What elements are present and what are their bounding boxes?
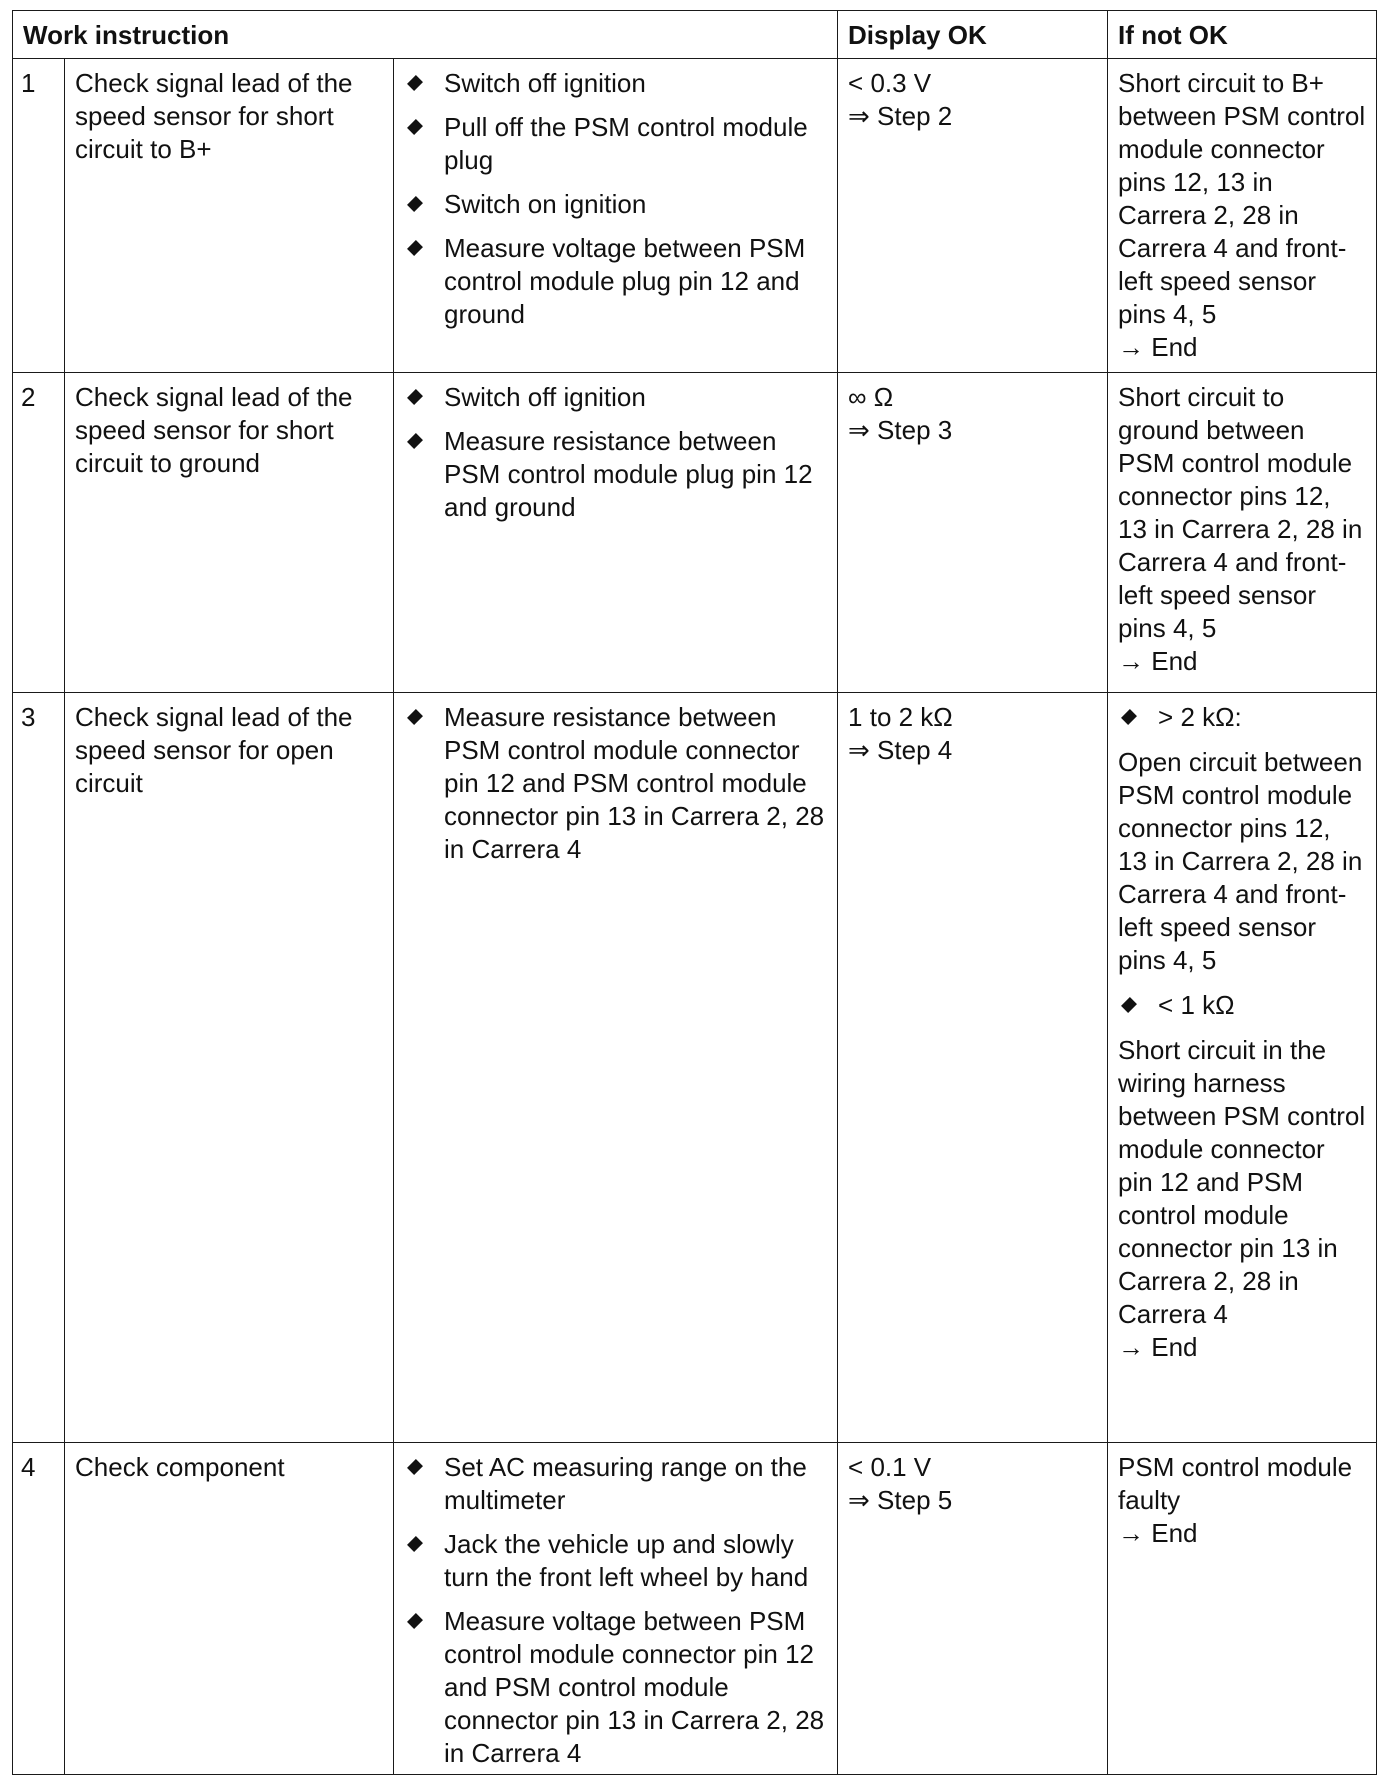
display-ok-value: ∞ Ω bbox=[848, 382, 894, 412]
end-marker: → End bbox=[1118, 1332, 1198, 1362]
fault-description: Short circuit to ground between PSM control module connector pins 12, 13 in Carrera 2, 28 in Carrera 4 and front-left speed sensor pins 4, 5 bbox=[1118, 382, 1363, 643]
header-work-instruction: Work instruction bbox=[13, 11, 838, 59]
header-row bbox=[13, 11, 1377, 59]
check-description: Check component bbox=[65, 1443, 394, 1775]
bullet-diamond-icon bbox=[407, 389, 423, 405]
action-list-cell bbox=[394, 693, 838, 1443]
action-list-cell bbox=[394, 373, 838, 693]
step-number: 2 bbox=[13, 373, 65, 693]
display-ok-cell bbox=[838, 1443, 1108, 1775]
action-text: Measure voltage between PSM control module plug pin 12 and ground bbox=[444, 233, 806, 329]
action-list bbox=[404, 67, 827, 331]
bullet-diamond-icon bbox=[1121, 709, 1137, 725]
fault-case-list bbox=[1118, 701, 1366, 734]
list-item bbox=[404, 701, 827, 866]
bullet-diamond-icon bbox=[407, 1459, 423, 1475]
action-text: Jack the vehicle up and slowly turn the front left wheel by hand bbox=[444, 1529, 809, 1592]
check-description: Check signal lead of the speed sensor for open circuit bbox=[65, 693, 394, 1443]
step-number: 1 bbox=[13, 59, 65, 373]
action-list-cell bbox=[394, 59, 838, 373]
table-row bbox=[13, 1443, 1377, 1775]
list-item bbox=[404, 381, 827, 414]
list-item bbox=[404, 232, 827, 331]
fault-description: PSM control module faulty bbox=[1118, 1452, 1353, 1515]
action-text: Set AC measuring range on the multimeter bbox=[444, 1452, 807, 1515]
action-text: Switch off ignition bbox=[444, 68, 646, 98]
diagnostic-sheet bbox=[12, 10, 1384, 1775]
end-marker: → End bbox=[1118, 1518, 1198, 1548]
fault-description: Open circuit between PSM control module connector pins 12, 13 in Carrera 2, 28 in Carrera 4 and front-left speed sensor pins 4, 5 bbox=[1118, 747, 1363, 975]
table-row bbox=[13, 693, 1377, 1443]
display-ok-value: < 0.3 V bbox=[848, 68, 932, 98]
action-text: Measure resistance between PSM control module plug pin 12 and ground bbox=[444, 426, 813, 522]
list-item bbox=[404, 67, 827, 100]
display-ok-cell bbox=[838, 693, 1108, 1443]
bullet-diamond-icon bbox=[407, 433, 423, 449]
list-item bbox=[404, 425, 827, 524]
condition-text: < 1 kΩ bbox=[1158, 990, 1235, 1020]
check-description: Check signal lead of the speed sensor for short circuit to B+ bbox=[65, 59, 394, 373]
bullet-diamond-icon bbox=[1121, 997, 1137, 1013]
action-list bbox=[404, 1451, 827, 1770]
list-item bbox=[404, 111, 827, 177]
list-item bbox=[404, 1528, 827, 1594]
table-row bbox=[13, 59, 1377, 373]
if-not-ok-cell bbox=[1108, 59, 1377, 373]
fault-case-condition bbox=[1118, 989, 1366, 1022]
bullet-diamond-icon bbox=[407, 75, 423, 91]
bullet-diamond-icon bbox=[407, 1613, 423, 1629]
next-step: ⇒ Step 2 bbox=[848, 101, 953, 131]
action-text: Switch off ignition bbox=[444, 382, 646, 412]
display-ok-value: 1 to 2 kΩ bbox=[848, 702, 953, 732]
next-step: ⇒ Step 5 bbox=[848, 1485, 953, 1515]
next-step: ⇒ Step 4 bbox=[848, 735, 953, 765]
action-list-cell bbox=[394, 1443, 838, 1775]
action-text: Pull off the PSM control module plug bbox=[444, 112, 808, 175]
header-display-ok: Display OK bbox=[838, 11, 1108, 59]
next-step: ⇒ Step 3 bbox=[848, 415, 953, 445]
work-instruction-table bbox=[12, 10, 1377, 1775]
fault-description: Short circuit to B+ between PSM control module connector pins 12, 13 in Carrera 2, 28 in Carrera 4 and front-left speed sensor pins 4, 5 bbox=[1118, 68, 1366, 329]
display-ok-value: < 0.1 V bbox=[848, 1452, 932, 1482]
action-text: Switch on ignition bbox=[444, 189, 647, 219]
list-item bbox=[404, 1605, 827, 1770]
action-text: Measure voltage between PSM control module connector pin 12 and PSM control module connector pin 13 in Carrera 2, 28 in Carrera 4 bbox=[444, 1606, 825, 1768]
list-item bbox=[404, 188, 827, 221]
table-row bbox=[13, 373, 1377, 693]
display-ok-cell bbox=[838, 373, 1108, 693]
check-description: Check signal lead of the speed sensor for short circuit to ground bbox=[65, 373, 394, 693]
bullet-diamond-icon bbox=[407, 1536, 423, 1552]
end-marker: → End bbox=[1118, 646, 1198, 676]
action-list bbox=[404, 701, 827, 866]
step-number: 4 bbox=[13, 1443, 65, 1775]
bullet-diamond-icon bbox=[407, 240, 423, 256]
step-number: 3 bbox=[13, 693, 65, 1443]
list-item bbox=[404, 1451, 827, 1517]
bullet-diamond-icon bbox=[407, 119, 423, 135]
if-not-ok-cell bbox=[1108, 1443, 1377, 1775]
if-not-ok-cell bbox=[1108, 373, 1377, 693]
end-marker: → End bbox=[1118, 332, 1198, 362]
condition-text: > 2 kΩ: bbox=[1158, 702, 1242, 732]
fault-case-condition bbox=[1118, 701, 1366, 734]
if-not-ok-cell bbox=[1108, 693, 1377, 1443]
display-ok-cell bbox=[838, 59, 1108, 373]
header-if-not-ok: If not OK bbox=[1108, 11, 1377, 59]
action-text: Measure resistance between PSM control module connector pin 12 and PSM control module connector pin 13 in Carrera 2, 28 in Carrera 4 bbox=[444, 702, 825, 864]
bullet-diamond-icon bbox=[407, 709, 423, 725]
fault-case-list bbox=[1118, 989, 1366, 1022]
bullet-diamond-icon bbox=[407, 196, 423, 212]
action-list bbox=[404, 381, 827, 524]
fault-description: Short circuit in the wiring harness between PSM control module connector pin 12 and PSM control module connector pin 13 in Carrera 2, 28 in Carrera 4 bbox=[1118, 1035, 1366, 1329]
